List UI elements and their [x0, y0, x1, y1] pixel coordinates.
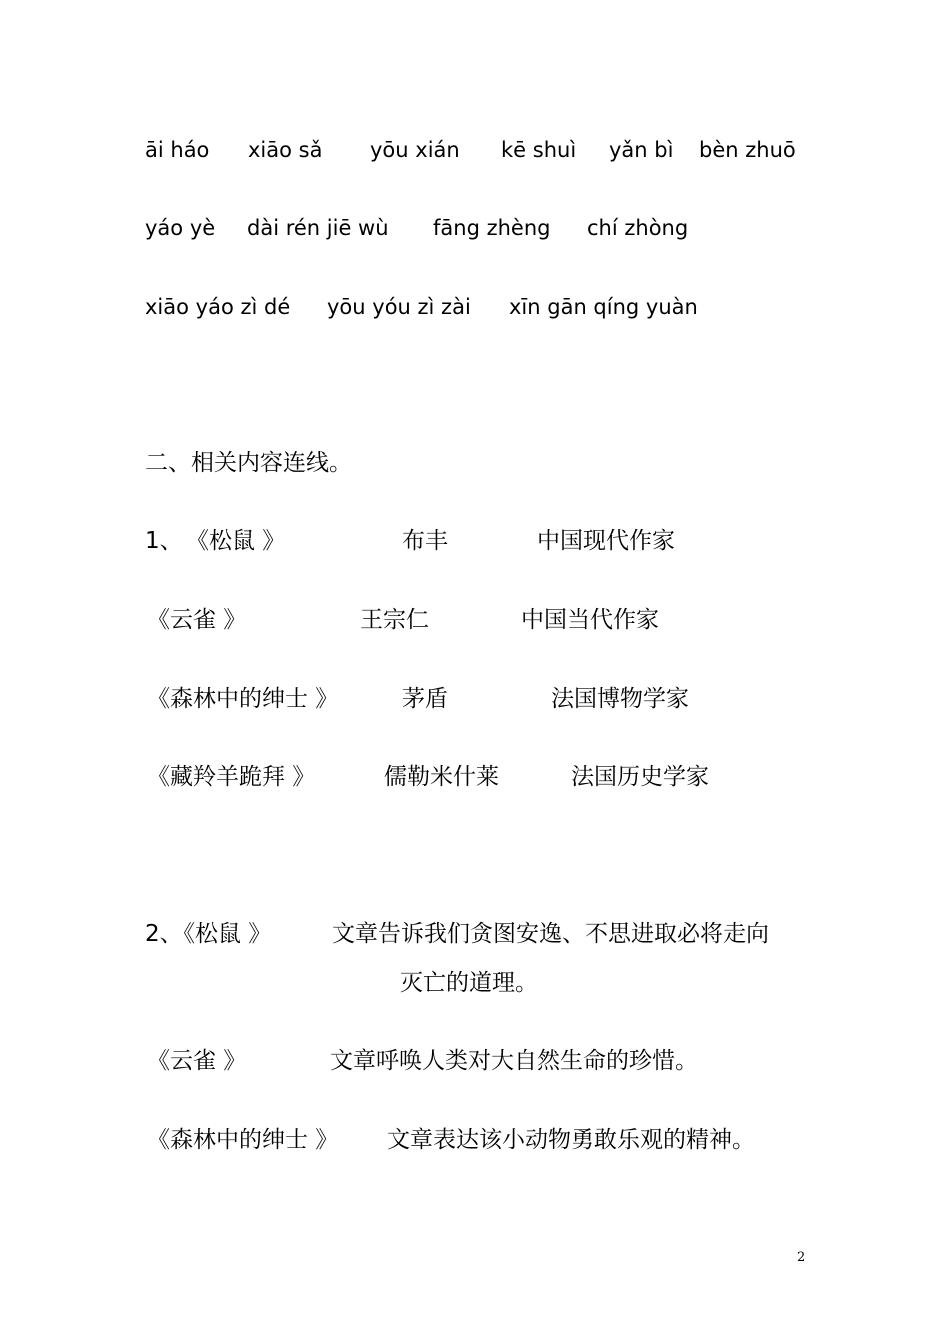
pinyin-word: chí zhòng: [587, 216, 689, 240]
author-description: 法国博物学家: [551, 686, 689, 712]
author-name: 茅盾: [402, 686, 448, 712]
author-description: 中国现代作家: [537, 528, 675, 554]
theme-text: 文章表达该小动物勇敢乐观的精神。: [387, 1127, 755, 1153]
pinyin-word: xiāo sǎ: [248, 138, 323, 162]
pinyin-word: yǎn bì: [609, 138, 674, 162]
part2-number: 2、: [145, 921, 183, 947]
author-description: 法国历史学家: [571, 764, 709, 790]
work-title: 《森林中的绅士 》: [147, 686, 339, 712]
theme-text: 文章呼唤人类对大自然生命的珍惜。: [330, 1048, 698, 1074]
work-title: 《松鼠 》: [172, 921, 272, 947]
author-description: 中国当代作家: [521, 607, 659, 633]
work-title: 《松鼠 》: [186, 528, 286, 554]
part1-number: 1、: [145, 528, 183, 554]
author-name: 儒勒米什莱: [384, 764, 499, 790]
author-name: 王宗仁: [360, 607, 429, 633]
pinyin-word: āi háo: [145, 138, 210, 162]
pinyin-word: yōu yóu zì zài: [327, 295, 471, 319]
pinyin-word: dài rén jiē wù: [247, 216, 389, 240]
pinyin-word: kē shuì: [501, 138, 577, 162]
work-title: 《云雀 》: [147, 1048, 247, 1074]
work-title: 《藏羚羊跪拜 》: [147, 764, 316, 790]
pinyin-word: yáo yè: [145, 216, 216, 240]
page-number: 2: [797, 1250, 806, 1265]
work-title: 《森林中的绅士 》: [147, 1127, 339, 1153]
theme-text-continued: 灭亡的道理。: [400, 970, 538, 996]
pinyin-word: yōu xián: [370, 138, 460, 162]
pinyin-word: bèn zhuō: [699, 138, 796, 162]
pinyin-word: fāng zhèng: [433, 216, 551, 240]
section-heading: 二、相关内容连线。: [145, 450, 352, 476]
work-title: 《云雀 》: [147, 607, 247, 633]
pinyin-word: xiāo yáo zì dé: [145, 295, 291, 319]
author-name: 布丰: [402, 528, 448, 554]
pinyin-word: xīn gān qíng yuàn: [509, 295, 698, 319]
theme-text: 文章告诉我们贪图安逸、不思进取必将走向: [332, 921, 769, 947]
